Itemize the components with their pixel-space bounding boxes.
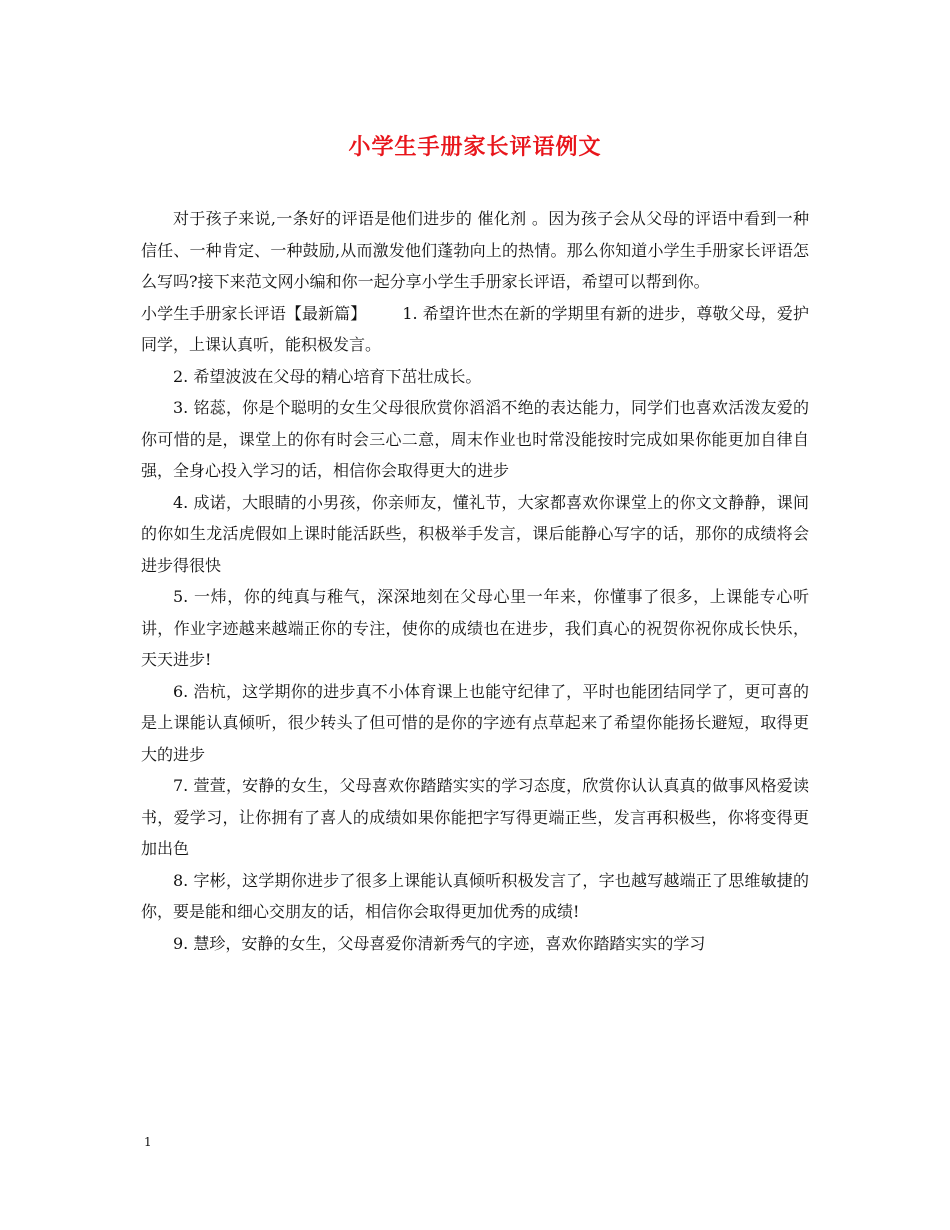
intro-paragraph: 对于孩子来说,一条好的评语是他们进步的 催化剂 。因为孩子会从父母的评语中看到一种信任、一种肯定、一种鼓励,从而激发他们蓬勃向上的热情。那么你知道小学生手册家长评语怎么写吗?接下来范文网小编和你一起分享小学生手册家长评语，希望可以帮到你。: [141, 209, 809, 291]
comment-6: 6. 浩杭，这学期你的进步真不小体育课上也能守纪律了，平时也能团结同学了，更可喜的是上课能认真倾听，很少转头了但可惜的是你的字迹有点草起来了希望你能扬长避短，取得更大的进步: [141, 681, 809, 764]
comment-9: 9. 慧珍，安静的女生，父母喜爱你清新秀气的字迹，喜欢你踏踏实实的学习: [173, 933, 706, 953]
comment-1: 1. 希望许世杰在新的学期里有新的进步，尊敬父母，爱护同学，上课认真听，能积极发言。: [141, 303, 809, 354]
comment-4: 4. 成诺，大眼睛的小男孩，你亲师友，懂礼节，大家都喜欢你课堂上的你文文静静，课间的你如生龙活虎假如上课时能活跃些，积极举手发言，课后能静心写字的话，那你的成绩将会进步得很快: [141, 492, 809, 575]
comment-7: 7. 萱萱，安静的女生，父母喜欢你踏踏实实的学习态度，欣赏你认认真真的做事风格爱读书，爱学习，让你拥有了喜人的成绩如果你能把字写得更端正些，发言再积极些，你将变得更加出色: [141, 776, 809, 858]
section-heading: 小学生手册家长评语【最新篇】: [141, 303, 367, 323]
section-heading-line: [141, 298, 809, 361]
comment-8: 8. 字彬，这学期你进步了很多上课能认真倾听积极发言了，字也越写越端正了思维敏捷的你，要是能和细心交朋友的话，相信你会取得更加优秀的成绩!: [141, 870, 809, 921]
document-title: 小学生手册家长评语例文: [348, 134, 602, 160]
document-body: [141, 203, 809, 959]
comment-3: 3. 铭蕊，你是个聪明的女生父母很欣赏你滔滔不绝的表达能力，同学们也喜欢活泼友爱的你可惜的是，课堂上的你有时会三心二意，周末作业也时常没能按时完成如果你能更加自律自强，全身心投入学习的话，相信你会取得更大的进步: [141, 398, 809, 480]
comment-2: 2. 希望波波在父母的精心培育下茁壮成长。: [173, 366, 482, 386]
page-number: 1: [144, 1135, 152, 1149]
comment-5: 5. 一炜，你的纯真与稚气，深深地刻在父母心里一年来，你懂事了很多，上课能专心听讲，作业字迹越来越端正你的专注，使你的成绩也在进步，我们真心的祝贺你祝你成长快乐，天天进步!: [141, 587, 809, 669]
